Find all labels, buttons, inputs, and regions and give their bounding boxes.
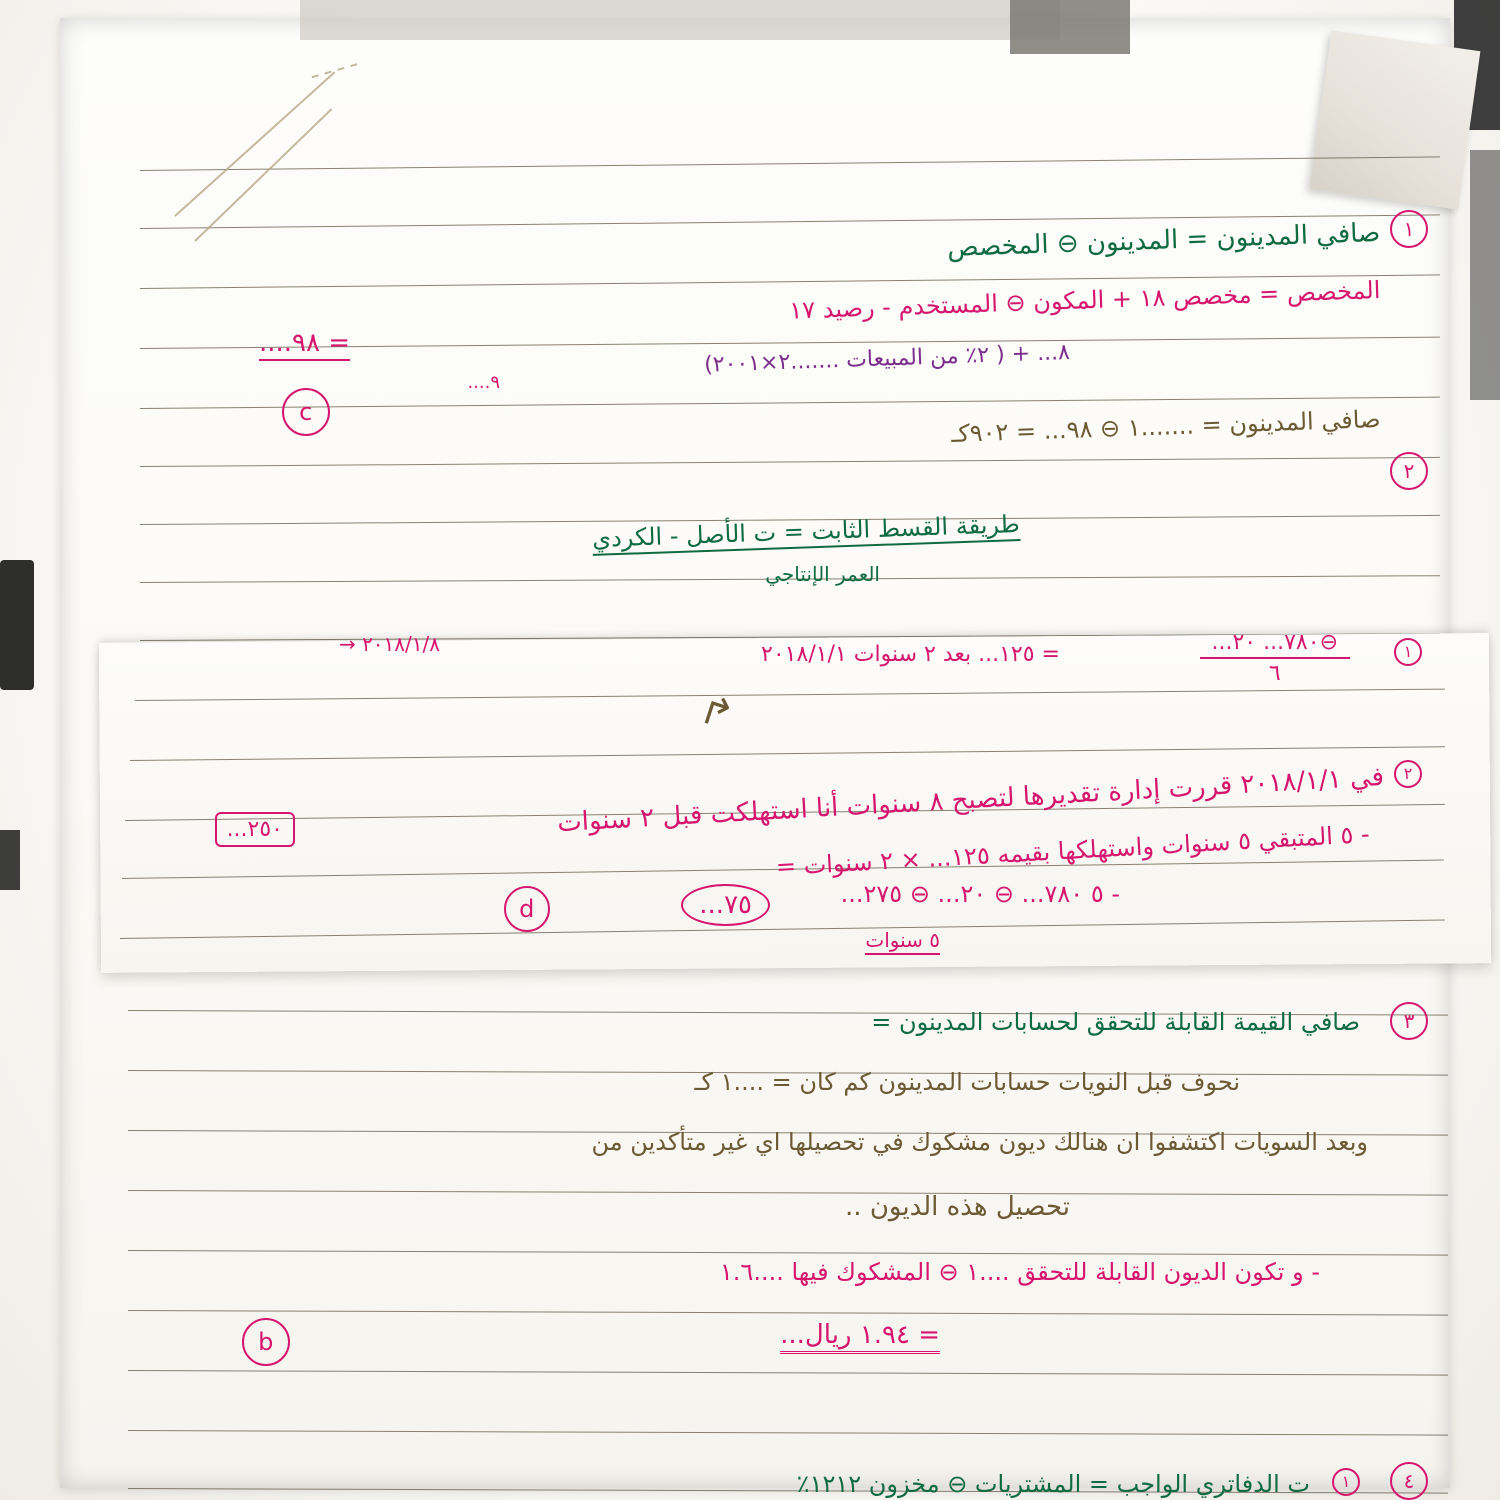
- section2-sub1-ref: ٢٠١٨/١/٨ →: [338, 632, 440, 656]
- section2-line1: طريقة القسط الثابت = ت الأصل - الكردي: [592, 510, 1020, 553]
- section-number-1: ١: [1390, 210, 1428, 248]
- section3-line2: نحوف قبل النويات حسابات المدينون كم كان = ....١ كـ: [694, 1068, 1240, 1096]
- photo-edge-left-lower: [0, 830, 20, 890]
- section-number-2: ٢: [1390, 452, 1428, 490]
- section2-line2: العمر الإنتاجي: [765, 562, 880, 586]
- section4-line1: ت الدفاتري الواجب = المشتريات ⊖ مخزون ١٢١٢٪: [796, 1470, 1310, 1498]
- folded-corner: [1310, 30, 1481, 209]
- section2-sub2-denominator: ٥ سنوات: [865, 928, 940, 952]
- section2-sub2-result: ٧٥...: [681, 884, 770, 926]
- section-number-4: ٤: [1390, 1462, 1428, 1500]
- answer-badge-3: b: [242, 1318, 290, 1366]
- section3-line5: - و تكون الديون القابلة للتحقق ....١ ⊖ المشكوك فيها ....١.٦: [719, 1258, 1320, 1286]
- section3-line3: وبعد السويات اكتشفوا ان هنالك ديون مشكوك في تحصيلها اي غير متأكدين من: [591, 1128, 1368, 1156]
- margin-scribble-text: ـ ـ ـ ـ: [307, 47, 359, 84]
- section2-fraction: $\frac{⊖٧٨٠... ٢٠...}{٦}$: [1200, 630, 1351, 686]
- section3-line1: صافي القيمة القابلة للتحقق لحسابات المدينون =: [871, 1008, 1360, 1036]
- section1-line4: صافي المدينون = .......١ ⊖ ٩٨... = ٩٠٢كـ: [950, 405, 1381, 448]
- section4-sub-number: ١: [1332, 1468, 1360, 1496]
- section2-sub2-number: ٢: [1394, 760, 1422, 788]
- section2-sub2-text2: - ٥ المتبقي ٥ سنوات واستهلكها بقيمه ١٢٥... × ٢ سنوات =: [775, 820, 1371, 882]
- section1-line3-result: = ٩٨....: [259, 328, 350, 358]
- section1-line2: المخصص = مخصص ١٨ + المكون ⊖ المستخدم - رصيد ١٧: [788, 276, 1381, 325]
- section2-boxed-total: ٢٥٠...: [215, 812, 295, 847]
- section-number-3: ٣: [1390, 1002, 1428, 1040]
- section2-sub1-result: = ١٢٥... بعد ٢ سنوات ٢٠١٨/١/١: [761, 642, 1060, 667]
- photo-edge-right-lower: [1470, 150, 1500, 400]
- section3-line6: = ١.٩٤ ريال...: [780, 1320, 940, 1350]
- section1-line1: صافي المدينون = المدينون ⊖ المخصص: [946, 218, 1381, 264]
- section2-sub1-number: ١: [1394, 638, 1422, 666]
- answer-badge-2: d: [504, 886, 550, 932]
- section1-line3-sub: ٩....: [467, 372, 500, 393]
- section2-sub2-text: في ٢٠١٨/١/١ قررت إدارة تقديرها لتصبح ٨ سنوات أنا استهلكت قبل ٢ سنوات: [556, 762, 1385, 839]
- section2-sub2-text3: - ٥ ٧٨٠... ⊖ ٢٠... ⊖ ٢٧٥...: [840, 880, 1120, 908]
- section1-line3-expression: ٨... + ( ٢٪ من المبيعات .......٢×٢٠٠١): [703, 340, 1071, 378]
- photo-edge-top-dark: [1010, 0, 1130, 54]
- answer-badge-1: c: [282, 388, 330, 436]
- curved-arrow-icon: ↱: [693, 685, 740, 741]
- photo-edge-left: [0, 560, 34, 690]
- section3-line4: تحصيل هذه الديون ..: [845, 1192, 1070, 1222]
- photo-edge-top: [300, 0, 1060, 40]
